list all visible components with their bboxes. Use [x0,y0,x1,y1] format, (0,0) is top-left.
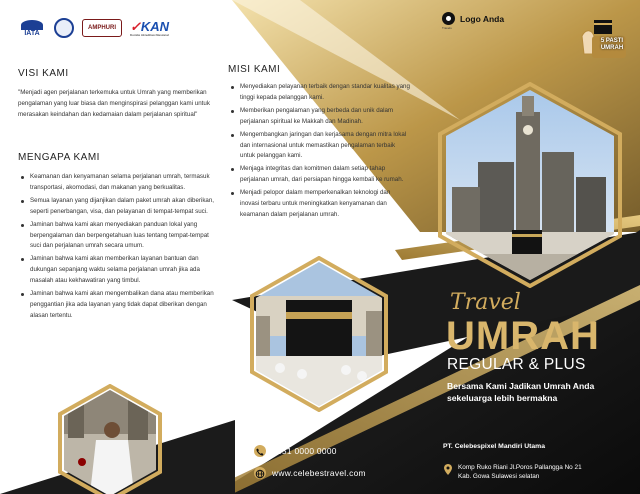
list-item: Semua layanan yang dijanjikan dalam paket umrah akan diberikan, seperti penerbangan, visa, dan pelayanan di tempat-tempat suci. [20,196,218,218]
list-item: Menjaga integritas dan komitmen dalam setiap tahap perjalanan umrah, dari persiapan hingga kembali ke rumah. [230,164,410,186]
misi-heading: MISI KAMI [228,64,281,75]
brand-logo: Logo Anda Travels [442,13,505,30]
list-item: Menyediakan pelayanan terbaik dengan standar kualitas yang tinggi kepada pelanggan kami. [230,82,410,104]
list-item: Jaminan bahwa kami akan menyediakan panduan lokal yang berpengalaman dan berpengetahuan luas tentang tempat-tempat suci dan perjalanan umrah secara umum. [20,220,218,253]
website-link[interactable]: www.celebestravel.com [272,468,366,478]
brand-logo-icon [442,12,455,25]
visi-heading: VISI KAMI [18,68,69,79]
accreditation-logos [18,18,178,38]
company-name: PT. Celebespixel Mandiri Utama [443,443,545,450]
phone-number[interactable]: 0851 0000 0000 [272,446,337,456]
globe-icon [254,467,266,479]
mengapa-list [20,172,218,324]
kan-logo: ✓KAN Komite Akreditasi Nasional [130,18,170,37]
mengapa-heading: MENGAPA KAMI [18,152,100,163]
title-regular-plus: REGULAR & PLUS [447,356,586,373]
makkah-tower-photo [438,82,622,288]
title-travel: Travel [450,290,521,315]
amphuri-logo: AMPHURI [82,19,122,37]
pilgrim-photo [58,384,162,494]
list-item: Memberikan pengalaman yang berbeda dan unik dalam perjalanan spiritual ke Makkah dan Madinah. [230,106,410,128]
phone-icon [254,445,266,457]
tagline: Bersama Kami Jadikan Umrah Anda sekeluarga lebih bermakna [447,381,595,403]
iata-logo: IATA [18,18,46,38]
visi-text: "Menjadi agen perjalanan terkemuka untuk Umrah yang memberikan pengalaman yang luar biasa dan menginspirasi pelanggan kami untuk merasakan keindahan dan kedamaian dalam perjalanan spiritual" [18,89,210,118]
kaaba-photo [250,256,388,412]
list-item: Menjadi pelopor dalam memperkenalkan teknologi dan inovasi terbaru untuk meningkatkan kenyamanan dan keamanan dalam perjalanan umrah. [230,188,410,221]
list-item: Keamanan dan kenyamanan selama perjalanan umrah, termasuk transportasi, akomodasi, dan makanan yang berkualitas. [20,172,218,194]
list-item: Jaminan bahwa kami akan memberikan layanan bantuan dan dukungan sepanjang waktu selama perjalanan umrah jika ada masalah atau kekhawatiran yang timbul. [20,254,218,287]
list-item: Mengembangkan jaringan dan kerjasama dengan mitra lokal dan internasional untuk memastikan pengalaman terbaik untuk pelanggan kami. [230,130,410,163]
location-pin-icon [444,464,452,475]
emblem-logo [54,18,74,38]
badge-text: 5 PASTI UMRAH [600,38,624,51]
misi-list [230,82,410,223]
company-address: Komp Ruko Riani Jl.Poros Pallangga No 21 Kab. Gowa Sulawesi selatan [458,464,582,480]
list-item: Jaminan bahwa kami akan mengembalikan dana atau memberikan penggantian jika ada layanan yang tidak dapat diberikan dengan alasan tertentu. [20,289,218,322]
title-umrah: UMRAH [446,314,600,358]
